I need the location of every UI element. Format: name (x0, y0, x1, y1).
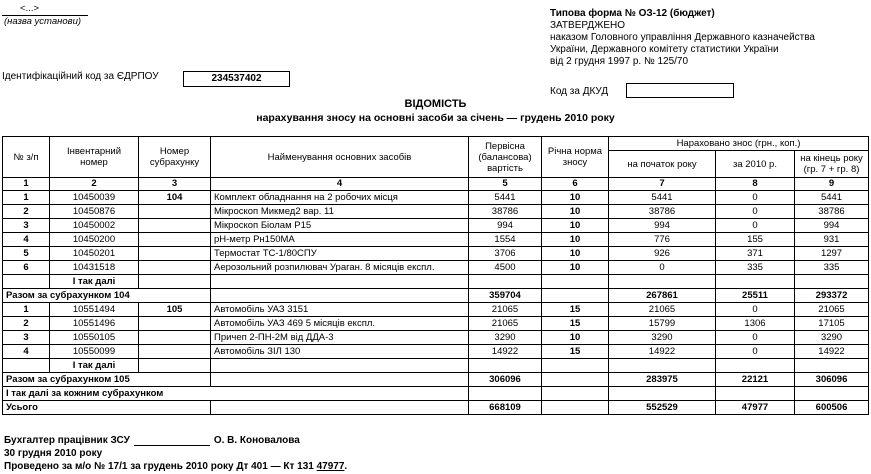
subtotal-label: Разом за субрахунком 105 (3, 373, 211, 387)
table-row: 3 10550105 Причеп 2-ПН-2М від ДДА-3 3290 10 3290 0 3290 (3, 331, 869, 345)
table-row: 1 10551494 105 Автомобіль УАЗ 3151 21065 15 21065 0 21065 (3, 303, 869, 317)
colnum: 6 (542, 178, 609, 191)
header-num: № з/п (3, 137, 50, 178)
grand-total-label: Усього (3, 401, 211, 415)
approved-label: ЗАТВЕРДЖЕНО (550, 20, 626, 31)
table-row: 3 10450002 Мікроскоп Біолам Р15 994 10 994 0 994 (3, 219, 869, 233)
table-row: 2 10450876 Мікроскоп Микмед2 вар. 11 38786 10 38786 0 38786 (3, 205, 869, 219)
signature-blank (134, 436, 210, 446)
table-header-row (3, 137, 869, 151)
each-subaccount-label: І так далі за кожним субрахунком (3, 387, 469, 401)
header-initial-value: Первісна (балансова) вартість (469, 137, 542, 178)
signer-title: Бухгалтер працівник ЗСУ (4, 435, 130, 446)
signer-name: О. В. Коновалова (213, 435, 300, 446)
posting-amount: 47977 (316, 461, 345, 472)
depreciation-table (2, 136, 869, 415)
dkud-label: Код за ДКУД (550, 86, 609, 97)
order-line-3: від 2 грудня 1997 р. № 125/70 (550, 56, 689, 67)
posting-end: . (344, 461, 348, 472)
continuation-row: І так далі (3, 359, 869, 373)
document-subtitle: нарахування зносу на основні засоби за січень — грудень 2010 року (256, 112, 615, 124)
posting-note (4, 461, 347, 472)
table-row: 5 10450201 Термостат ТС-1/80СПУ 3706 10 926 371 1297 (3, 247, 869, 261)
table-row: 4 10450200 рН-метр Рн150МА 1554 10 776 155 931 (3, 233, 869, 247)
colnum: 9 (795, 178, 869, 191)
colnum: 7 (609, 178, 716, 191)
continuation-row: І так далі (3, 275, 869, 289)
column-number-row (3, 178, 869, 191)
table-row: 1 10450039 104 Комплект обладнання на 2 робочих місця 5441 10 5441 0 5441 (3, 191, 869, 205)
header-asset-name: Найменування основних засобів (211, 137, 469, 178)
subtotal-label: Разом за субрахунком 104 (3, 289, 211, 303)
document-title: ВІДОМІСТЬ (404, 98, 467, 110)
colnum: 1 (3, 178, 50, 191)
subtotal-row: Разом за субрахунком 104 359704 267861 25511 293372 (3, 289, 869, 303)
form-title: Типова форма № ОЗ-12 (бюджет) (550, 8, 715, 19)
signature-line (4, 435, 300, 446)
table-row: 4 10550099 Автомобіль ЗІЛ 130 14922 15 14922 0 14922 (3, 345, 869, 359)
table-row: 2 10551496 Автомобіль УАЗ 469 5 місяців експл. 21065 15 15799 1306 17105 (3, 317, 869, 331)
subtotal-row: Разом за субрахунком 105 306096 283975 22121 306096 (3, 373, 869, 387)
form-approval-block (550, 8, 815, 68)
header-accrued: Нараховано знос (грн., коп.) (609, 137, 869, 151)
grand-total-row: Усього 668109 552529 47977 600506 (3, 401, 869, 415)
header-subaccount: Номер субрахунку (139, 137, 211, 178)
colnum: 8 (716, 178, 795, 191)
colnum: 2 (50, 178, 139, 191)
each-subaccount-row (3, 387, 869, 401)
organization-name: <...> (20, 3, 40, 14)
header-end-of-year: на кінець року (гр. 7 + гр. 8) (795, 151, 869, 178)
order-line-1: наказом Головного управління Державного казначейства (550, 32, 815, 43)
signature-date: 30 грудня 2010 року (4, 448, 103, 459)
header-for-year: за 2010 р. (716, 151, 795, 178)
edrpou-label: Ідентифікаційний код за ЄДРПОУ (2, 71, 159, 82)
header-start-of-year: на початок року (609, 151, 716, 178)
colnum: 4 (211, 178, 469, 191)
table-row: 6 10431518 Аерозольний розпилювач Ураган. 8 місяців експл. 4500 10 0 335 335 (3, 261, 869, 275)
header-inventory: Інвентарний номер (50, 137, 139, 178)
posting-text: Проведено за м/о № 17/1 за грудень 2010 року Дт 401 — Кт 131 (4, 461, 314, 472)
colnum: 3 (139, 178, 211, 191)
organization-caption: (назва установи) (4, 16, 82, 27)
colnum: 5 (469, 178, 542, 191)
header-annual-rate: Річна норма зносу (542, 137, 609, 178)
edrpou-value: 234537402 (183, 71, 290, 87)
dkud-value-box (626, 83, 734, 98)
order-line-2: України, Державного комітету статистики України (550, 44, 779, 55)
